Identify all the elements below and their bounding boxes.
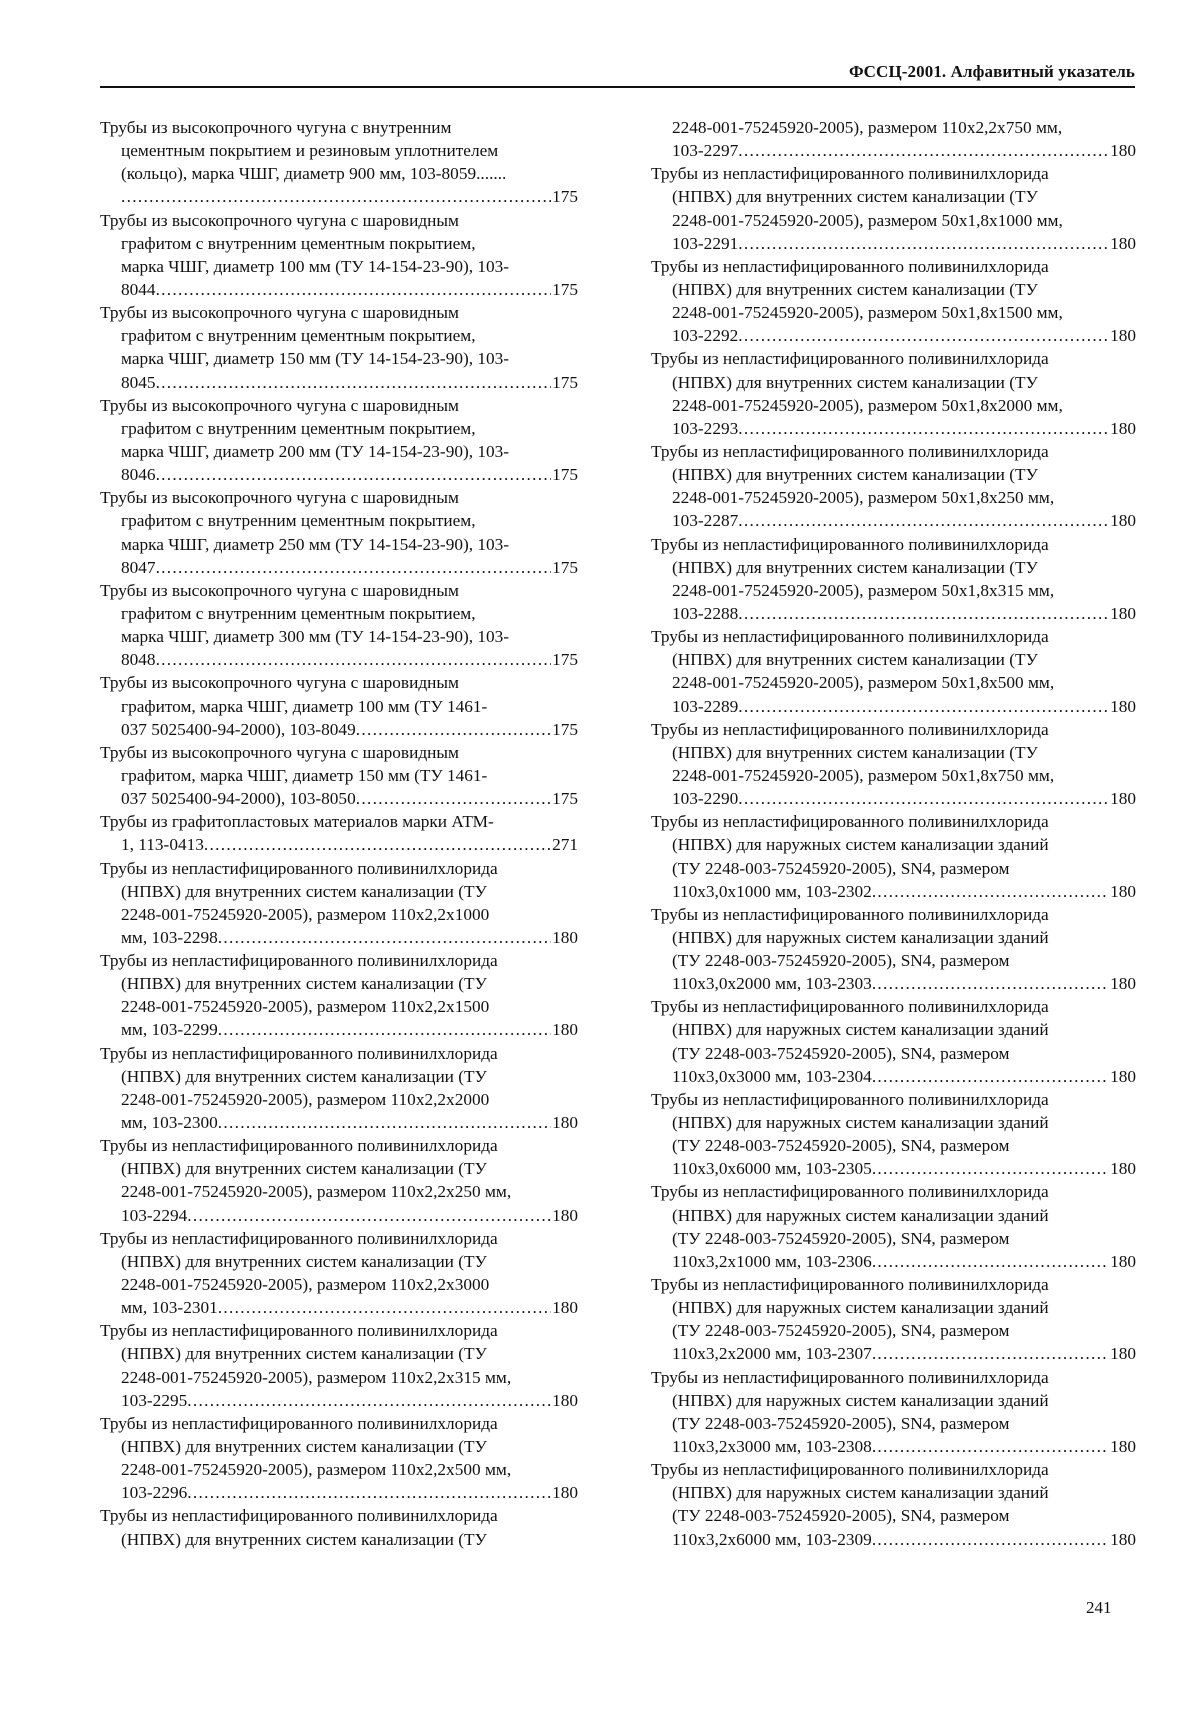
index-entry-page: 180: [1110, 141, 1136, 161]
index-entry: [651, 903, 1136, 996]
index-entry-text: 110х3,0х6000 мм, 103-2305: [672, 1159, 872, 1179]
index-entry-last-line: [672, 324, 1136, 347]
running-head: ФССЦ-2001. Алфавитный указатель: [848, 62, 1135, 81]
index-entry-line: Трубы из непластифицированного поливинилхлорида: [651, 812, 1049, 832]
index-entry-line: Трубы из непластифицированного поливинилхлорида: [651, 1089, 1049, 1109]
index-entry-line: (ТУ 2248-003-75245920-2005), SN4, размером: [672, 951, 1010, 971]
index-entry-page: 180: [1110, 511, 1136, 531]
index-entry-page: 180: [1110, 1344, 1136, 1364]
index-entry-line: марка ЧШГ, диаметр 200 мм (ТУ 14-154-23-90), 103-: [121, 441, 510, 461]
index-entry-page: 180: [1110, 1437, 1136, 1457]
index-entry-last-line: [672, 1435, 1136, 1458]
index-entry-line: 2248-001-75245920-2005), размером 50х1,8х1000 мм,: [672, 210, 1063, 230]
index-entry-line: (НПВХ) для наружных систем канализации зданий: [672, 1298, 1049, 1318]
index-column-left: [100, 116, 578, 1551]
index-entry-text: 110х3,2х2000 мм, 103-2307: [672, 1344, 872, 1364]
index-entry: [651, 255, 1136, 348]
index-entry-last-line: [121, 463, 578, 486]
index-entry-page: 180: [552, 1113, 578, 1133]
index-entry-line: Трубы из высокопрочного чугуна с внутренним: [100, 118, 452, 137]
index-entry-page: 180: [552, 1483, 578, 1503]
index-entry: [651, 162, 1136, 255]
index-entry-page: 175: [552, 719, 578, 739]
index-entry: [100, 394, 578, 487]
index-entry-line: (НПВХ) для наружных систем канализации зданий: [672, 1205, 1049, 1225]
index-entry-page: 180: [1110, 696, 1136, 716]
index-entry-line: 2248-001-75245920-2005), размером 110х2,2х2000: [121, 1089, 490, 1109]
index-entry-line: (НПВХ) для внутренних систем канализации (ТУ: [121, 1066, 487, 1086]
index-entry-text: 103-2290: [672, 789, 739, 809]
index-entry: [651, 440, 1136, 533]
dot-leader: [738, 509, 1109, 532]
index-entry-last-line: [672, 232, 1136, 255]
index-entry-text: 103-2295: [121, 1390, 188, 1410]
dot-leader: [738, 602, 1109, 625]
index-entry-page: 180: [1110, 418, 1136, 438]
index-entry-text: 8045: [121, 372, 156, 392]
index-entry-text: 8046: [121, 465, 156, 485]
dot-leader: [356, 787, 551, 810]
index-entry-last-line: [121, 1204, 578, 1227]
index-entry-line: (ТУ 2248-003-75245920-2005), SN4, размером: [672, 1413, 1010, 1433]
index-entry-line: 2248-001-75245920-2005), размером 110х2,2х1500: [121, 997, 490, 1017]
index-entry-line: 2248-001-75245920-2005), размером 110х2,2х750 мм,: [672, 118, 1063, 137]
index-entry-text: 103-2287: [672, 511, 739, 531]
index-entry: [651, 995, 1136, 1088]
index-entry: [651, 625, 1136, 718]
dot-leader: [218, 1018, 551, 1041]
index-entry-line: Трубы из высокопрочного чугуна с шаровидным: [100, 488, 459, 508]
index-entry-line: (НПВХ) для внутренних систем канализации (ТУ: [121, 1529, 487, 1549]
dot-leader: [872, 1065, 1109, 1088]
dot-leader: [156, 371, 552, 394]
index-entry-line: Трубы из непластифицированного поливинилхлорида: [651, 441, 1049, 461]
index-entry-line: графитом с внутренним цементным покрытием,: [121, 326, 476, 346]
index-entry-page: 175: [552, 789, 578, 809]
index-entry-line: (НПВХ) для наружных систем канализации зданий: [672, 835, 1049, 855]
index-entry-line: 2248-001-75245920-2005), размером 110х2,2х1000: [121, 904, 490, 924]
index-entry-line: Трубы из непластифицированного поливинилхлорида: [100, 1321, 498, 1341]
index-entry-line: Трубы из непластифицированного поливинилхлорида: [100, 1043, 498, 1063]
index-entry-line: Трубы из непластифицированного поливинилхлорида: [651, 349, 1049, 369]
index-entry-line: (НПВХ) для внутренних систем канализации (ТУ: [121, 1437, 487, 1457]
index-entry-line: Трубы из непластифицированного поливинилхлорида: [651, 1460, 1049, 1480]
header-rule: [100, 86, 1135, 88]
index-entry-line: цементным покрытием и резиновым уплотнителем: [121, 141, 499, 161]
dot-leader: [738, 324, 1109, 347]
dot-leader: [187, 1204, 551, 1227]
index-entry: [651, 1088, 1136, 1181]
index-entry-line: Трубы из непластифицированного поливинилхлорида: [651, 1367, 1049, 1387]
dot-leader: [187, 1481, 551, 1504]
index-entry-text: 8044: [121, 279, 156, 299]
index-entry-last-line: [121, 648, 578, 671]
index-entry: [651, 1273, 1136, 1366]
index-entry-page: 180: [1110, 1529, 1136, 1549]
index-entry-line: (НПВХ) для наружных систем канализации зданий: [672, 1113, 1049, 1133]
index-entry-line: (НПВХ) для наружных систем канализации зданий: [672, 1390, 1049, 1410]
index-entry: [100, 116, 578, 209]
index-entry-text: 8048: [121, 650, 156, 670]
index-entry-page: 175: [552, 650, 578, 670]
index-entry-text: 103-2291: [672, 233, 739, 253]
index-entry: [651, 116, 1136, 162]
index-entry-line: (ТУ 2248-003-75245920-2005), SN4, размером: [672, 1136, 1010, 1156]
index-entry: [100, 579, 578, 672]
index-entry-last-line: [121, 1389, 578, 1412]
index-entry-line: (НПВХ) для внутренних систем канализации (ТУ: [672, 465, 1038, 485]
index-entry-line: (НПВХ) для внутренних систем канализации (ТУ: [121, 1344, 487, 1364]
index-entry: [100, 1504, 578, 1550]
index-entry-line: 2248-001-75245920-2005), размером 50х1,8х315 мм,: [672, 580, 1055, 600]
index-entry: [651, 1180, 1136, 1273]
index-entry-line: 2248-001-75245920-2005), размером 50х1,8х250 мм,: [672, 488, 1055, 508]
index-entry-page: 180: [552, 1298, 578, 1318]
index-entry: [651, 810, 1136, 903]
dot-leader: [738, 695, 1109, 718]
index-entry-text: 110х3,0х3000 мм, 103-2304: [672, 1066, 872, 1086]
index-entry-page: 180: [1110, 1251, 1136, 1271]
index-entry-last-line: [672, 1065, 1136, 1088]
index-entry-line: Трубы из высокопрочного чугуна с шаровидным: [100, 673, 459, 693]
index-entry: [100, 810, 578, 856]
index-entry-line: (НПВХ) для внутренних систем канализации (ТУ: [672, 279, 1038, 299]
index-entry-last-line: [121, 787, 578, 810]
index-entry-page: 175: [552, 372, 578, 392]
index-entry-line: Трубы из непластифицированного поливинилхлорида: [651, 719, 1049, 739]
index-entry-line: марка ЧШГ, диаметр 100 мм (ТУ 14-154-23-90), 103-: [121, 256, 510, 276]
index-entry: [651, 718, 1136, 811]
index-entry-last-line: [121, 1018, 578, 1041]
index-entry-line: Трубы из непластифицированного поливинилхлорида: [100, 1228, 498, 1248]
dot-leader: [356, 718, 551, 741]
index-entry-last-line: [121, 278, 578, 301]
index-entry-line: графитом с внутренним цементным покрытием,: [121, 418, 476, 438]
index-entry-line: 2248-001-75245920-2005), размером 50х1,8х1500 мм,: [672, 303, 1063, 323]
index-entry-line: (ТУ 2248-003-75245920-2005), SN4, размером: [672, 1506, 1010, 1526]
index-entry-line: Трубы из непластифицированного поливинилхлорида: [100, 951, 498, 971]
index-entry-text: 103-2288: [672, 603, 739, 623]
index-entry-line: (НПВХ) для внутренних систем канализации (ТУ: [672, 557, 1038, 577]
index-entry-page: 180: [1110, 326, 1136, 346]
index-entry-line: Трубы из непластифицированного поливинилхлорида: [100, 1413, 498, 1433]
index-entry-line: Трубы из непластифицированного поливинилхлорида: [651, 997, 1049, 1017]
index-entry: [100, 1042, 578, 1135]
index-entry-page: 180: [1110, 603, 1136, 623]
index-entry-page: 180: [552, 927, 578, 947]
dot-leader: [872, 972, 1109, 995]
index-entry-line: Трубы из высокопрочного чугуна с шаровидным: [100, 580, 459, 600]
index-entry-text: мм, 103-2298: [121, 927, 218, 947]
index-entry: [100, 301, 578, 394]
dot-leader: [872, 1342, 1109, 1365]
dot-leader: [738, 139, 1109, 162]
index-entry-page: 180: [552, 1020, 578, 1040]
index-entry-line: Трубы из высокопрочного чугуна с шаровидным: [100, 395, 459, 415]
index-entry-line: 2248-001-75245920-2005), размером 50х1,8х750 мм,: [672, 765, 1055, 785]
index-entry-last-line: [121, 833, 578, 856]
index-entry-line: Трубы из непластифицированного поливинилхлорида: [651, 627, 1049, 647]
index-entry-last-line: [121, 371, 578, 394]
index-entry-last-line: [672, 139, 1136, 162]
index-entry-text: 8047: [121, 557, 156, 577]
index-entry-line: Трубы из непластифицированного поливинилхлорида: [651, 256, 1049, 276]
index-entry-text: 103-2296: [121, 1483, 188, 1503]
index-entry: [100, 1412, 578, 1505]
index-entry: [100, 671, 578, 740]
index-entry: [100, 949, 578, 1042]
index-entry-line: Трубы из непластифицированного поливинилхлорида: [651, 1182, 1049, 1202]
index-entry-line: (ТУ 2248-003-75245920-2005), SN4, размером: [672, 1228, 1010, 1248]
index-column-right: [651, 116, 1136, 1551]
dot-leader: [872, 880, 1109, 903]
index-entry-last-line: [121, 1296, 578, 1319]
index-entry: [651, 1458, 1136, 1551]
index-entry-page: 180: [1110, 1066, 1136, 1086]
index-entry-text: 110х3,0х1000 мм, 103-2302: [672, 881, 872, 901]
index-entry-line: (НПВХ) для внутренних систем канализации (ТУ: [672, 372, 1038, 392]
page-number: 241: [1086, 1598, 1112, 1617]
dot-leader: [872, 1250, 1109, 1273]
index-entry-line: (кольцо), марка ЧШГ, диаметр 900 мм, 103-8059.......: [121, 164, 507, 184]
index-entry-page: 175: [552, 465, 578, 485]
index-entry-text: мм, 103-2299: [121, 1020, 218, 1040]
index-entry-line: марка ЧШГ, диаметр 300 мм (ТУ 14-154-23-90), 103-: [121, 627, 510, 647]
dot-leader: [738, 417, 1109, 440]
dot-leader: [872, 1435, 1109, 1458]
index-entry-line: (НПВХ) для внутренних систем канализации (ТУ: [121, 1159, 487, 1179]
index-entry-line: графитом, марка ЧШГ, диаметр 150 мм (ТУ 1461-: [121, 765, 488, 785]
dot-leader: [156, 648, 552, 671]
index-entry-text: 103-2292: [672, 326, 739, 346]
index-entry-text: 037 5025400-94-2000), 103-8049: [121, 719, 356, 739]
index-entry-line: 2248-001-75245920-2005), размером 50х1,8х2000 мм,: [672, 395, 1063, 415]
index-entry: [651, 533, 1136, 626]
index-entry-line: марка ЧШГ, диаметр 150 мм (ТУ 14-154-23-90), 103-: [121, 349, 510, 369]
index-entry-line: марка ЧШГ, диаметр 250 мм (ТУ 14-154-23-90), 103-: [121, 534, 510, 554]
index-entry-line: Трубы из непластифицированного поливинилхлорида: [100, 1506, 498, 1526]
index-entry: [651, 347, 1136, 440]
index-entry: [100, 209, 578, 302]
index-entry-last-line: [672, 1528, 1136, 1551]
index-entry-line: Трубы из непластифицированного поливинилхлорида: [651, 164, 1049, 184]
index-entry-last-line: [672, 602, 1136, 625]
index-entry-text: 103-2297: [672, 141, 739, 161]
index-entry-last-line: [672, 509, 1136, 532]
dot-leader: [218, 1111, 551, 1134]
index-entry: [100, 741, 578, 810]
dot-leader: [156, 556, 552, 579]
index-entry-line: Трубы из непластифицированного поливинилхлорида: [651, 904, 1049, 924]
index-entry-line: (НПВХ) для наружных систем канализации зданий: [672, 927, 1049, 947]
index-entry-last-line: [672, 880, 1136, 903]
index-entry-text: 110х3,0х2000 мм, 103-2303: [672, 974, 872, 994]
index-entry-line: (ТУ 2248-003-75245920-2005), SN4, размером: [672, 1321, 1010, 1341]
index-entry-text: мм, 103-2300: [121, 1113, 218, 1133]
index-entry: [100, 1134, 578, 1227]
index-entry-line: (НПВХ) для внутренних систем канализации (ТУ: [672, 742, 1038, 762]
index-entry: [100, 857, 578, 950]
index-entry-page: 180: [552, 1390, 578, 1410]
index-entry-line: Трубы из непластифицированного поливинилхлорида: [100, 1136, 498, 1156]
index-entry-line: (НПВХ) для наружных систем канализации зданий: [672, 1483, 1049, 1503]
index-entry-line: Трубы из непластифицированного поливинилхлорида: [651, 534, 1049, 554]
index-entry-last-line: [121, 556, 578, 579]
index-entry-line: (НПВХ) для внутренних систем канализации (ТУ: [121, 974, 487, 994]
index-entry-text: 110х3,2х1000 мм, 103-2306: [672, 1251, 872, 1271]
index-entry-page: 175: [552, 279, 578, 299]
index-entry-line: 2248-001-75245920-2005), размером 50х1,8х500 мм,: [672, 673, 1055, 693]
index-entry-text: 110х3,2х3000 мм, 103-2308: [672, 1437, 872, 1457]
index-entry-line: (НПВХ) для внутренних систем канализации (ТУ: [672, 650, 1038, 670]
index-entry-line: графитом, марка ЧШГ, диаметр 100 мм (ТУ 1461-: [121, 696, 488, 716]
dot-leader: [872, 1528, 1109, 1551]
index-entry-page: 180: [552, 1205, 578, 1225]
index-entry: [651, 1366, 1136, 1459]
index-entry-line: (НПВХ) для наружных систем канализации зданий: [672, 1020, 1049, 1040]
dot-leader: [738, 787, 1109, 810]
dot-leader: [738, 232, 1109, 255]
index-entry-line: Трубы из высокопрочного чугуна с шаровидным: [100, 742, 459, 762]
index-entry-last-line: [121, 1481, 578, 1504]
index-entry-last-line: [121, 926, 578, 949]
index-entry-page: 175: [552, 557, 578, 577]
index-entry-last-line: [672, 1342, 1136, 1365]
index-entry-page: 180: [1110, 1159, 1136, 1179]
index-entry-line: графитом с внутренним цементным покрытием,: [121, 603, 476, 623]
dot-leader: [156, 278, 552, 301]
index-entry-line: 2248-001-75245920-2005), размером 110х2,2х315 мм,: [121, 1367, 512, 1387]
index-entry-line: Трубы из высокопрочного чугуна с шаровидным: [100, 210, 459, 230]
index-entry-last-line: [672, 417, 1136, 440]
index-entry: [100, 1319, 578, 1412]
index-entry-last-line: [672, 787, 1136, 810]
index-entry-line: графитом с внутренним цементным покрытием,: [121, 233, 476, 253]
index-entry-page: 180: [1110, 881, 1136, 901]
index-entry-line: Трубы из высокопрочного чугуна с шаровидным: [100, 303, 459, 323]
index-entry-line: графитом с внутренним цементным покрытием,: [121, 511, 476, 531]
index-entry-line: Трубы из непластифицированного поливинилхлорида: [651, 1275, 1049, 1295]
index-entry-text: 110х3,2х6000 мм, 103-2309: [672, 1529, 872, 1549]
dot-leader: [187, 1389, 551, 1412]
index-entry-line: (НПВХ) для внутренних систем канализации (ТУ: [121, 1251, 487, 1271]
index-entry: [100, 1227, 578, 1320]
index-entry-last-line: [672, 1250, 1136, 1273]
index-entry-line: (ТУ 2248-003-75245920-2005), SN4, размером: [672, 858, 1010, 878]
dot-leader: [872, 1157, 1109, 1180]
index-entry-text: 103-2289: [672, 696, 739, 716]
index-entry-line: 2248-001-75245920-2005), размером 110х2,2х250 мм,: [121, 1182, 512, 1202]
index-entry-last-line: [121, 1111, 578, 1134]
index-entry-text: 103-2294: [121, 1205, 188, 1225]
index-entry-line: 2248-001-75245920-2005), размером 110х2,2х500 мм,: [121, 1460, 512, 1480]
index-entry-last-line: [672, 695, 1136, 718]
index-entry-page: 180: [1110, 974, 1136, 994]
index-entry-last-line: [672, 972, 1136, 995]
dot-leader: [156, 463, 552, 486]
index-entry-page: 180: [1110, 233, 1136, 253]
index-entry-page: 271: [552, 835, 578, 855]
index-entry-text: 1, 113-0413: [121, 835, 204, 855]
dot-leader: [204, 833, 551, 856]
index-entry-text: мм, 103-2301: [121, 1298, 218, 1318]
index-entry-line: 2248-001-75245920-2005), размером 110х2,2х3000: [121, 1275, 490, 1295]
index-entry-line: (НПВХ) для внутренних систем канализации (ТУ: [121, 881, 487, 901]
index-entry-line: (ТУ 2248-003-75245920-2005), SN4, размером: [672, 1043, 1010, 1063]
index-entry-last-line: [121, 718, 578, 741]
index-entry-text: 103-2293: [672, 418, 739, 438]
index-entry-text: 037 5025400-94-2000), 103-8050: [121, 789, 356, 809]
index-entry-line: Трубы из непластифицированного поливинилхлорида: [100, 858, 498, 878]
index-entry-page: 175: [552, 187, 578, 207]
index-entry-last-line: [121, 185, 578, 208]
index-entry-page: 180: [1110, 789, 1136, 809]
dot-leader: [121, 185, 551, 208]
index-entry: [100, 486, 578, 579]
index-entry-last-line: [672, 1157, 1136, 1180]
index-entry-line: Трубы из графитопластовых материалов марки АТМ-: [100, 812, 494, 832]
dot-leader: [218, 1296, 551, 1319]
dot-leader: [218, 926, 551, 949]
index-entry-line: (НПВХ) для внутренних систем канализации (ТУ: [672, 187, 1038, 207]
